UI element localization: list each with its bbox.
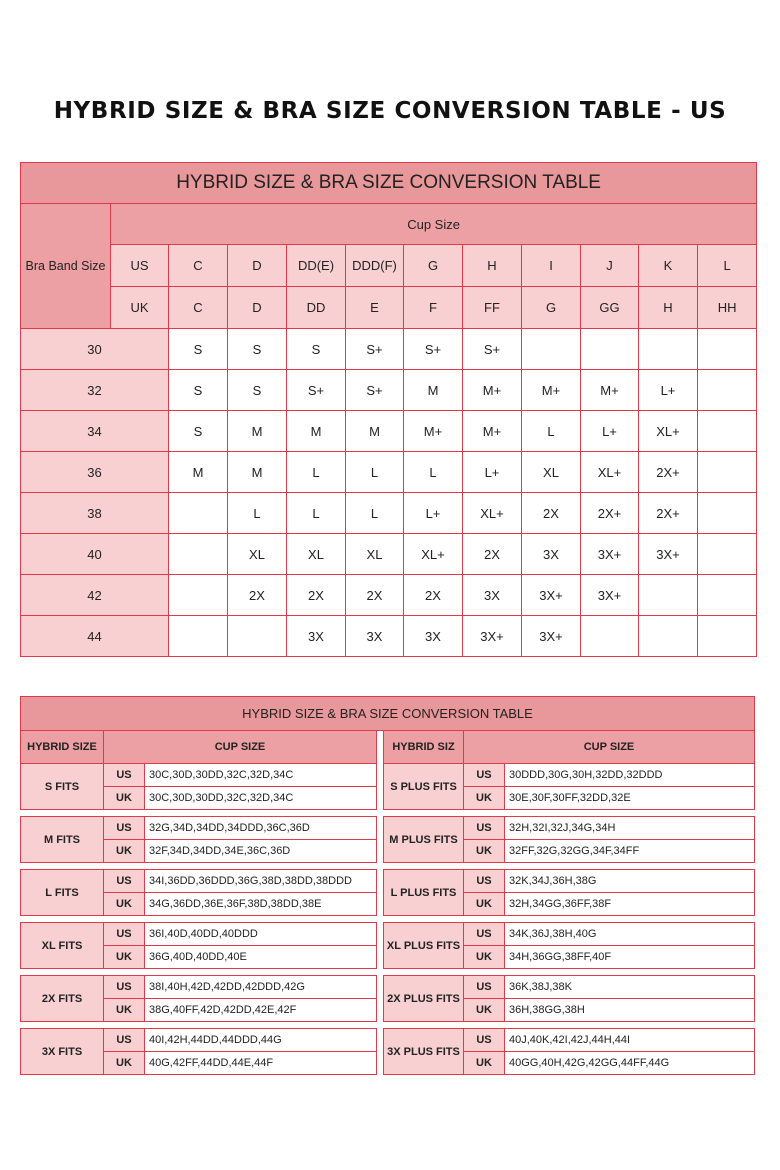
spacer-cell: [21, 1022, 377, 1029]
size-cell: L+: [581, 411, 639, 452]
us-cup-cell: D: [228, 245, 287, 287]
us-label: US: [464, 817, 505, 840]
size-cell: XL: [346, 534, 404, 575]
conversion-table-bands: [20, 162, 757, 657]
size-cell: S: [287, 329, 346, 370]
us-cup-row: [21, 245, 757, 287]
us-cup-cell: DDD(F): [346, 245, 404, 287]
cup-size-header: Cup Size: [111, 204, 757, 245]
uk-label: UK: [104, 1052, 145, 1075]
us-cup-cell: K: [639, 245, 698, 287]
size-cell: M+: [463, 411, 522, 452]
uk-sizes: 32FF,32G,32GG,34F,34FF: [505, 840, 755, 863]
spacer-cell: [384, 810, 755, 817]
fit-label: XL PLUS FITS: [384, 923, 464, 969]
uk-label: UK: [104, 787, 145, 810]
spacer-cell: [21, 916, 377, 923]
size-cell: S+: [287, 370, 346, 411]
fit-us-row: [384, 923, 755, 946]
size-cell: S: [169, 411, 228, 452]
group-spacer: [384, 863, 755, 870]
size-cell: [698, 411, 757, 452]
size-cell: 3X: [463, 575, 522, 616]
size-cell: [639, 616, 698, 657]
size-cell: L: [346, 452, 404, 493]
size-cell: [639, 575, 698, 616]
size-cell: M: [404, 370, 463, 411]
uk-sizes: 34G,36DD,36E,36F,38D,38DD,38E: [145, 893, 377, 916]
group-spacer: [384, 916, 755, 923]
size-cell: S+: [404, 329, 463, 370]
size-cell: 2X: [346, 575, 404, 616]
size-cell: XL+: [463, 493, 522, 534]
uk-cup-cell: FF: [463, 287, 522, 329]
uk-label: UK: [104, 946, 145, 969]
band-size-header: Bra Band Size: [21, 204, 111, 329]
fit-label: XL FITS: [21, 923, 104, 969]
uk-sizes: 30E,30F,30FF,32DD,32E: [505, 787, 755, 810]
uk-cup-cell: D: [228, 287, 287, 329]
uk-sizes: 40GG,40H,42G,42GG,44FF,44G: [505, 1052, 755, 1075]
fit-us-row: [384, 870, 755, 893]
table-title: HYBRID SIZE & BRA SIZE CONVERSION TABLE: [21, 163, 757, 204]
uk-cup-cell: HH: [698, 287, 757, 329]
page-title: HYBRID SIZE & BRA SIZE CONVERSION TABLE - US: [53, 98, 727, 124]
spacer-cell: [384, 1022, 755, 1029]
size-cell: M: [228, 452, 287, 493]
size-cell: [522, 329, 581, 370]
size-cell: L: [287, 452, 346, 493]
fit-us-row: [21, 1029, 377, 1052]
us-sizes: 34I,36DD,36DDD,36G,38D,38DD,38DDD: [145, 870, 377, 893]
us-label: US: [464, 923, 505, 946]
group-spacer: [21, 863, 377, 870]
uk-sizes: 40G,42FF,44DD,44E,44F: [145, 1052, 377, 1075]
uk-label: UK: [104, 999, 145, 1022]
fit-label: 2X FITS: [21, 976, 104, 1022]
uk-sizes: 38G,40FF,42D,42DD,42E,42F: [145, 999, 377, 1022]
us-label: US: [104, 1029, 145, 1052]
uk-cup-cell: F: [404, 287, 463, 329]
us-label: US: [104, 870, 145, 893]
fits-header-row: [384, 731, 755, 764]
uk-cup-cell: C: [169, 287, 228, 329]
uk-sizes: 34H,36GG,38FF,40F: [505, 946, 755, 969]
fit-us-row: [21, 976, 377, 999]
size-cell: M: [346, 411, 404, 452]
uk-cup-cell: E: [346, 287, 404, 329]
size-cell: 2X+: [639, 452, 698, 493]
fit-label: S PLUS FITS: [384, 764, 464, 810]
us-label: US: [104, 976, 145, 999]
size-cell: [169, 575, 228, 616]
group-spacer: [384, 969, 755, 976]
cup-size-header: CUP SIZE: [104, 731, 377, 764]
size-cell: L: [404, 452, 463, 493]
size-cell: L: [522, 411, 581, 452]
spacer-cell: [384, 863, 755, 870]
us-sizes: 30C,30D,30DD,32C,32D,34C: [145, 764, 377, 787]
size-cell: 2X+: [581, 493, 639, 534]
us-label-cell: US: [111, 245, 169, 287]
size-cell: [698, 534, 757, 575]
fits-table-right: [383, 730, 755, 1075]
size-cell: 3X+: [522, 575, 581, 616]
size-cell: XL+: [581, 452, 639, 493]
band-row: [21, 411, 757, 452]
us-sizes: 32K,34J,36H,38G: [505, 870, 755, 893]
size-cell: 3X+: [463, 616, 522, 657]
size-cell: M+: [463, 370, 522, 411]
size-cell: S+: [463, 329, 522, 370]
cup-size-header: CUP SIZE: [464, 731, 755, 764]
size-cell: L+: [463, 452, 522, 493]
spacer-cell: [384, 969, 755, 976]
size-cell: 2X: [404, 575, 463, 616]
us-label: US: [464, 764, 505, 787]
band-row: [21, 493, 757, 534]
size-cell: XL: [522, 452, 581, 493]
size-cell: 2X: [522, 493, 581, 534]
group-spacer: [384, 1022, 755, 1029]
size-cell: XL: [287, 534, 346, 575]
size-cell: [169, 534, 228, 575]
size-cell: 3X+: [639, 534, 698, 575]
size-cell: 2X: [228, 575, 287, 616]
spacer-cell: [21, 810, 377, 817]
uk-label: UK: [464, 893, 505, 916]
size-cell: [698, 329, 757, 370]
band-size-cell: 44: [21, 616, 169, 657]
fit-label: S FITS: [21, 764, 104, 810]
size-cell: [698, 493, 757, 534]
size-cell: M: [228, 411, 287, 452]
fit-us-row: [384, 817, 755, 840]
size-cell: L+: [404, 493, 463, 534]
fit-label: 3X FITS: [21, 1029, 104, 1075]
us-sizes: 40I,42H,44DD,44DDD,44G: [145, 1029, 377, 1052]
band-row: [21, 616, 757, 657]
us-sizes: 30DDD,30G,30H,32DD,32DDD: [505, 764, 755, 787]
uk-label: UK: [464, 840, 505, 863]
uk-cup-cell: GG: [581, 287, 639, 329]
size-cell: [581, 329, 639, 370]
fit-us-row: [21, 870, 377, 893]
size-cell: [169, 616, 228, 657]
us-cup-cell: G: [404, 245, 463, 287]
us-label: US: [464, 870, 505, 893]
size-cell: [581, 616, 639, 657]
band-size-cell: 42: [21, 575, 169, 616]
band-row: [21, 370, 757, 411]
uk-label: UK: [464, 787, 505, 810]
size-cell: S+: [346, 370, 404, 411]
us-cup-cell: L: [698, 245, 757, 287]
size-cell: S: [228, 329, 287, 370]
group-spacer: [21, 916, 377, 923]
us-label: US: [464, 1029, 505, 1052]
fits-table-left: [20, 730, 377, 1075]
size-cell: [698, 370, 757, 411]
us-sizes: 36I,40D,40DD,40DDD: [145, 923, 377, 946]
uk-label: UK: [464, 946, 505, 969]
us-cup-cell: I: [522, 245, 581, 287]
band-size-cell: 40: [21, 534, 169, 575]
fit-label: L FITS: [21, 870, 104, 916]
spacer-cell: [384, 916, 755, 923]
band-size-cell: 36: [21, 452, 169, 493]
size-cell: M+: [522, 370, 581, 411]
uk-sizes: 30C,30D,30DD,32C,32D,34C: [145, 787, 377, 810]
group-spacer: [21, 810, 377, 817]
size-cell: 3X+: [581, 575, 639, 616]
uk-label: UK: [104, 840, 145, 863]
us-sizes: 32G,34D,34DD,34DDD,36C,36D: [145, 817, 377, 840]
us-sizes: 34K,36J,38H,40G: [505, 923, 755, 946]
uk-sizes: 32F,34D,34DD,34E,36C,36D: [145, 840, 377, 863]
size-cell: [698, 575, 757, 616]
size-cell: [698, 616, 757, 657]
uk-cup-cell: DD: [287, 287, 346, 329]
fit-label: 2X PLUS FITS: [384, 976, 464, 1022]
size-cell: S: [169, 370, 228, 411]
fit-us-row: [384, 976, 755, 999]
us-label: US: [104, 764, 145, 787]
size-cell: L+: [639, 370, 698, 411]
fit-label: L PLUS FITS: [384, 870, 464, 916]
size-cell: 3X: [346, 616, 404, 657]
size-cell: 2X: [463, 534, 522, 575]
size-cell: M+: [581, 370, 639, 411]
size-cell: S: [228, 370, 287, 411]
fits-table-title: HYBRID SIZE & BRA SIZE CONVERSION TABLE: [20, 696, 755, 731]
us-label: US: [104, 817, 145, 840]
band-size-cell: 34: [21, 411, 169, 452]
size-cell: L: [346, 493, 404, 534]
group-spacer: [384, 810, 755, 817]
size-cell: S+: [346, 329, 404, 370]
hybrid-size-header: HYBRID SIZE: [21, 731, 104, 764]
band-size-cell: 30: [21, 329, 169, 370]
uk-label-cell: UK: [111, 287, 169, 329]
us-cup-cell: H: [463, 245, 522, 287]
uk-sizes: 32H,34GG,36FF,38F: [505, 893, 755, 916]
size-cell: [698, 452, 757, 493]
us-cup-cell: DD(E): [287, 245, 346, 287]
us-sizes: 38I,40H,42D,42DD,42DDD,42G: [145, 976, 377, 999]
band-size-cell: 32: [21, 370, 169, 411]
size-cell: 3X: [287, 616, 346, 657]
group-spacer: [21, 1022, 377, 1029]
size-cell: 3X+: [522, 616, 581, 657]
size-cell: L: [287, 493, 346, 534]
fit-label: 3X PLUS FITS: [384, 1029, 464, 1075]
spacer-cell: [21, 863, 377, 870]
fit-label: M PLUS FITS: [384, 817, 464, 863]
size-cell: 2X: [287, 575, 346, 616]
size-cell: 3X: [522, 534, 581, 575]
band-row: [21, 329, 757, 370]
us-label: US: [464, 976, 505, 999]
size-cell: L: [228, 493, 287, 534]
us-cup-cell: J: [581, 245, 639, 287]
fit-us-row: [384, 1029, 755, 1052]
uk-sizes: 36G,40D,40DD,40E: [145, 946, 377, 969]
size-cell: 3X: [404, 616, 463, 657]
band-row: [21, 575, 757, 616]
size-cell: [169, 493, 228, 534]
uk-cup-row: [21, 287, 757, 329]
uk-label: UK: [464, 1052, 505, 1075]
fit-us-row: [21, 817, 377, 840]
group-spacer: [21, 969, 377, 976]
us-sizes: 40J,40K,42I,42J,44H,44I: [505, 1029, 755, 1052]
size-cell: M: [169, 452, 228, 493]
size-cell: M+: [404, 411, 463, 452]
us-sizes: 32H,32I,32J,34G,34H: [505, 817, 755, 840]
uk-sizes: 36H,38GG,38H: [505, 999, 755, 1022]
band-size-cell: 38: [21, 493, 169, 534]
size-cell: 2X+: [639, 493, 698, 534]
size-cell: 3X+: [581, 534, 639, 575]
size-cell: S: [169, 329, 228, 370]
fit-label: M FITS: [21, 817, 104, 863]
uk-label: UK: [104, 893, 145, 916]
uk-cup-cell: H: [639, 287, 698, 329]
uk-cup-cell: G: [522, 287, 581, 329]
spacer-cell: [21, 969, 377, 976]
us-sizes: 36K,38J,38K: [505, 976, 755, 999]
size-cell: XL+: [639, 411, 698, 452]
fit-us-row: [21, 923, 377, 946]
size-cell: XL+: [404, 534, 463, 575]
fit-us-row: [21, 764, 377, 787]
size-cell: XL: [228, 534, 287, 575]
fit-us-row: [384, 764, 755, 787]
us-cup-cell: C: [169, 245, 228, 287]
size-cell: [228, 616, 287, 657]
uk-label: UK: [464, 999, 505, 1022]
size-cell: [639, 329, 698, 370]
size-cell: M: [287, 411, 346, 452]
fits-header-row: [21, 731, 377, 764]
us-label: US: [104, 923, 145, 946]
band-row: [21, 534, 757, 575]
hybrid-size-header: HYBRID SIZ: [384, 731, 464, 764]
band-row: [21, 452, 757, 493]
